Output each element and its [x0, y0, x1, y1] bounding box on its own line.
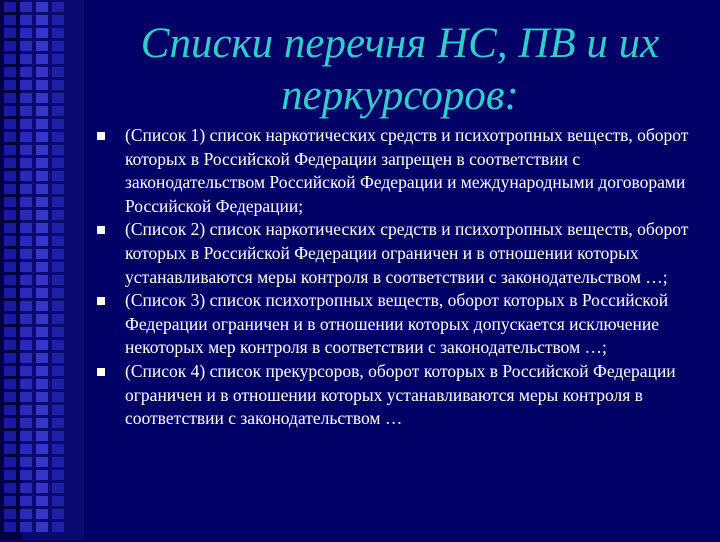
pattern-cell — [52, 509, 64, 519]
pattern-cell — [20, 379, 32, 389]
pattern-cell — [52, 392, 64, 402]
pattern-cell — [36, 93, 48, 103]
list-item-text: (Список 2) список наркотических средств и психотропных веществ, оборот которых в Российской Федерации ограничен и в отношении которых устанавливаются меры контроля в соответствии с законодательством …; — [125, 219, 689, 287]
pattern-cell — [52, 366, 64, 376]
pattern-cell — [52, 197, 64, 207]
pattern-cell — [52, 327, 64, 337]
pattern-cell — [36, 366, 48, 376]
pattern-cell — [36, 171, 48, 181]
pattern-cell — [4, 522, 16, 532]
pattern-cell — [36, 132, 48, 142]
pattern-cell — [4, 236, 16, 246]
pattern-cell — [20, 431, 32, 441]
square-bullet-icon — [97, 297, 105, 305]
decorative-side-strip — [0, 0, 84, 540]
pattern-cell — [52, 353, 64, 363]
pattern-cell — [52, 41, 64, 51]
pattern-cell — [20, 106, 32, 116]
pattern-cell — [20, 210, 32, 220]
pattern-cell — [36, 158, 48, 168]
pattern-cell — [52, 379, 64, 389]
pattern-cell — [20, 80, 32, 90]
pattern-cell — [52, 67, 64, 77]
pattern-cell — [20, 2, 32, 12]
pattern-cell — [4, 184, 16, 194]
pattern-cell — [20, 366, 32, 376]
list-item-text: (Список 4) список прекурсоров, оборот которых в Российской Федерации ограничен и в отношении которых устанавливаются меры контроля в соответствии с законодательством … — [125, 360, 676, 429]
list-item-text: (Список 1) список наркотических средств и психотропных веществ, оборот которых в Российской Федерации запрещен в соответствии с законодательством Российской Федерации и международными договорами Российской Федерации; — [125, 125, 689, 216]
pattern-cell — [4, 106, 16, 116]
pattern-cell — [36, 223, 48, 233]
pattern-cell — [36, 418, 48, 428]
pattern-cell — [4, 28, 16, 38]
pattern-cell — [20, 405, 32, 415]
pattern-cell — [20, 509, 32, 519]
pattern-cell — [52, 119, 64, 129]
pattern-cell — [52, 444, 64, 454]
pattern-cell — [36, 392, 48, 402]
pattern-cell — [20, 223, 32, 233]
pattern-cell — [20, 171, 32, 181]
pattern-cell — [52, 80, 64, 90]
pattern-cell — [4, 275, 16, 285]
pattern-cell — [52, 28, 64, 38]
pattern-cell — [4, 15, 16, 25]
pattern-cell — [4, 379, 16, 389]
pattern-cell — [52, 262, 64, 272]
pattern-cell — [4, 340, 16, 350]
pattern-cell — [4, 366, 16, 376]
pattern-cell — [36, 236, 48, 246]
pattern-cell — [20, 93, 32, 103]
pattern-cell — [4, 54, 16, 64]
square-bullet-icon — [97, 132, 105, 140]
pattern-cell — [20, 392, 32, 402]
pattern-cell — [36, 249, 48, 259]
pattern-cell — [20, 418, 32, 428]
pattern-cell — [20, 15, 32, 25]
pattern-cell — [20, 314, 32, 324]
pattern-cell — [36, 288, 48, 298]
pattern-cell — [4, 223, 16, 233]
pattern-cell — [4, 496, 16, 506]
side-pattern-column — [52, 0, 64, 542]
pattern-cell — [4, 353, 16, 363]
pattern-cell — [4, 431, 16, 441]
pattern-cell — [36, 496, 48, 506]
pattern-cell — [52, 470, 64, 480]
slide-title-line-2: перкурсоров: — [281, 72, 519, 119]
list-item — [94, 360, 694, 431]
pattern-cell — [20, 249, 32, 259]
pattern-cell — [36, 301, 48, 311]
list-item — [94, 124, 694, 218]
pattern-cell — [20, 340, 32, 350]
pattern-cell — [52, 106, 64, 116]
pattern-cell — [52, 171, 64, 181]
pattern-cell — [4, 80, 16, 90]
pattern-cell — [36, 210, 48, 220]
pattern-cell — [20, 470, 32, 480]
pattern-cell — [52, 431, 64, 441]
slide-title — [100, 18, 700, 122]
pattern-cell — [4, 301, 16, 311]
pattern-cell — [4, 457, 16, 467]
pattern-cell — [52, 340, 64, 350]
pattern-cell — [52, 236, 64, 246]
list-item — [94, 218, 694, 289]
pattern-cell — [36, 444, 48, 454]
pattern-cell — [20, 236, 32, 246]
pattern-cell — [4, 41, 16, 51]
pattern-cell — [4, 2, 16, 12]
pattern-cell — [20, 28, 32, 38]
pattern-cell — [52, 158, 64, 168]
pattern-cell — [20, 444, 32, 454]
pattern-cell — [36, 54, 48, 64]
pattern-cell — [36, 119, 48, 129]
bullet-list — [94, 124, 694, 431]
pattern-cell — [20, 496, 32, 506]
pattern-cell — [20, 457, 32, 467]
pattern-cell — [4, 288, 16, 298]
pattern-cell — [52, 275, 64, 285]
pattern-cell — [4, 67, 16, 77]
pattern-cell — [52, 418, 64, 428]
pattern-cell — [36, 457, 48, 467]
pattern-cell — [4, 249, 16, 259]
pattern-cell — [4, 158, 16, 168]
pattern-cell — [4, 197, 16, 207]
pattern-cell — [36, 509, 48, 519]
pattern-cell — [4, 405, 16, 415]
pattern-cell — [36, 431, 48, 441]
pattern-cell — [20, 327, 32, 337]
pattern-cell — [52, 54, 64, 64]
pattern-cell — [20, 483, 32, 493]
pattern-cell — [36, 41, 48, 51]
pattern-cell — [36, 67, 48, 77]
pattern-cell — [4, 470, 16, 480]
side-pattern-column — [36, 0, 48, 542]
pattern-cell — [4, 314, 16, 324]
pattern-cell — [4, 327, 16, 337]
pattern-cell — [52, 2, 64, 12]
pattern-cell — [36, 145, 48, 155]
pattern-cell — [4, 483, 16, 493]
pattern-cell — [20, 67, 32, 77]
pattern-cell — [52, 210, 64, 220]
pattern-cell — [36, 470, 48, 480]
pattern-cell — [4, 509, 16, 519]
pattern-cell — [52, 522, 64, 532]
pattern-cell — [20, 301, 32, 311]
pattern-cell — [36, 275, 48, 285]
pattern-cell — [36, 327, 48, 337]
pattern-cell — [52, 496, 64, 506]
pattern-cell — [20, 522, 32, 532]
pattern-cell — [20, 119, 32, 129]
pattern-cell — [20, 132, 32, 142]
slide-title-line-1: Списки перечня НС, ПВ и их — [140, 20, 660, 67]
square-bullet-icon — [97, 368, 105, 376]
pattern-cell — [52, 223, 64, 233]
list-item-text: (Список 3) список психотропных веществ, оборот которых в Российской Федерации ограничен и в отношении которых допускается исключение некоторых мер контроля в соответствии с законодательством …; — [125, 290, 669, 358]
pattern-cell — [4, 132, 16, 142]
pattern-cell — [52, 314, 64, 324]
pattern-cell — [52, 405, 64, 415]
pattern-cell — [52, 457, 64, 467]
list-item — [94, 289, 694, 360]
square-bullet-icon — [97, 226, 105, 234]
pattern-cell — [52, 15, 64, 25]
pattern-cell — [20, 262, 32, 272]
pattern-cell — [20, 275, 32, 285]
pattern-cell — [52, 184, 64, 194]
pattern-cell — [52, 132, 64, 142]
pattern-cell — [4, 262, 16, 272]
pattern-cell — [36, 340, 48, 350]
pattern-cell — [20, 54, 32, 64]
pattern-cell — [4, 444, 16, 454]
pattern-cell — [20, 145, 32, 155]
pattern-cell — [20, 41, 32, 51]
pattern-cell — [36, 405, 48, 415]
pattern-cell — [36, 184, 48, 194]
pattern-cell — [20, 353, 32, 363]
pattern-cell — [36, 106, 48, 116]
pattern-cell — [36, 314, 48, 324]
pattern-cell — [4, 210, 16, 220]
pattern-cell — [20, 184, 32, 194]
pattern-cell — [52, 93, 64, 103]
side-pattern-column — [4, 0, 16, 542]
pattern-cell — [36, 80, 48, 90]
pattern-cell — [36, 522, 48, 532]
side-pattern-column — [20, 0, 32, 542]
pattern-cell — [4, 145, 16, 155]
pattern-cell — [36, 197, 48, 207]
pattern-cell — [20, 288, 32, 298]
pattern-cell — [36, 262, 48, 272]
pattern-cell — [4, 392, 16, 402]
pattern-cell — [20, 158, 32, 168]
pattern-cell — [36, 483, 48, 493]
pattern-cell — [36, 2, 48, 12]
pattern-cell — [52, 145, 64, 155]
pattern-cell — [4, 93, 16, 103]
pattern-cell — [36, 15, 48, 25]
pattern-cell — [4, 418, 16, 428]
pattern-cell — [52, 483, 64, 493]
pattern-cell — [52, 288, 64, 298]
pattern-cell — [36, 379, 48, 389]
pattern-cell — [4, 119, 16, 129]
pattern-cell — [52, 301, 64, 311]
pattern-cell — [36, 28, 48, 38]
pattern-cell — [20, 197, 32, 207]
pattern-cell — [52, 249, 64, 259]
pattern-cell — [4, 171, 16, 181]
pattern-cell — [36, 353, 48, 363]
